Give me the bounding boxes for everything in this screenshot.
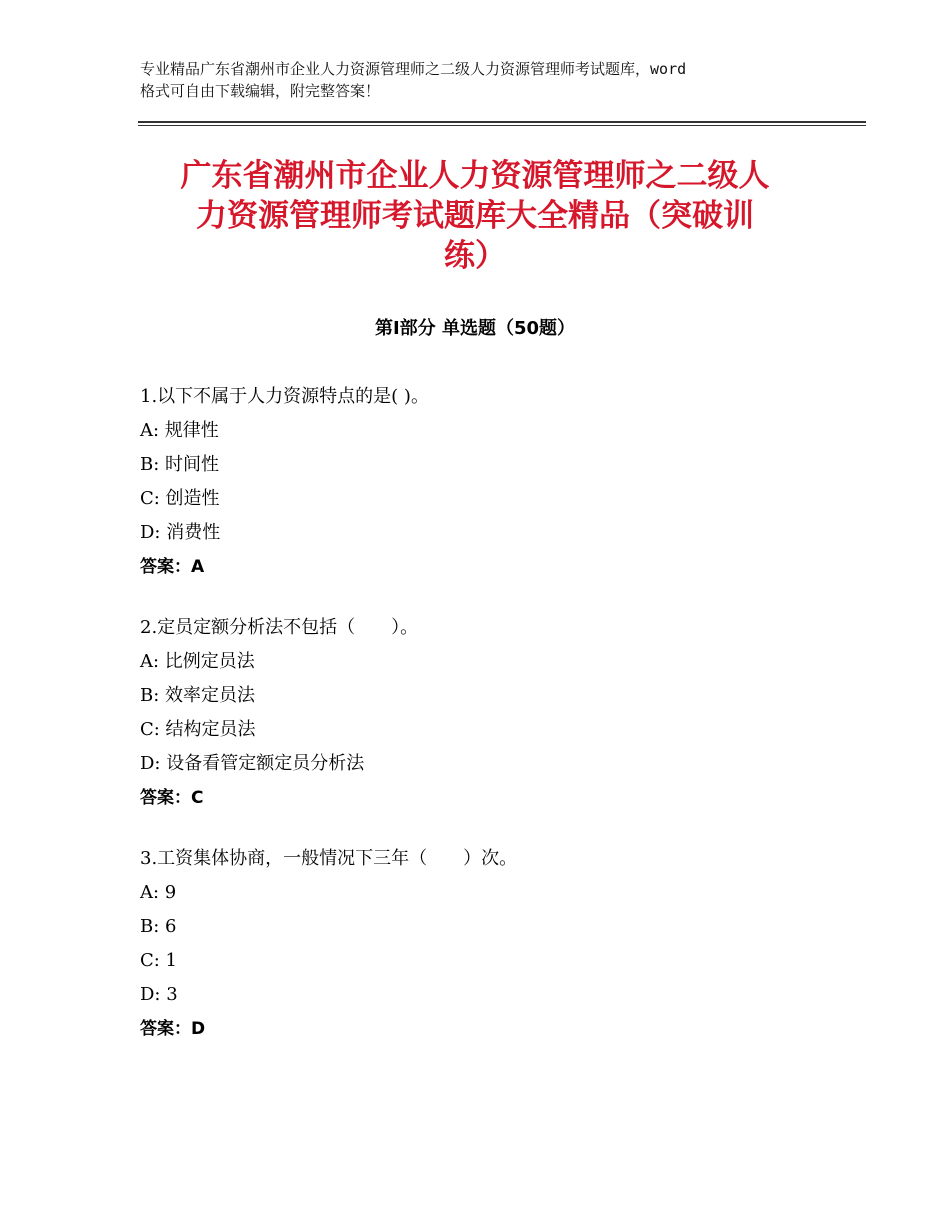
header-divider-thick (138, 121, 866, 123)
question-option-a: A: 9 (140, 882, 177, 903)
question-option-d: D: 消费性 (140, 522, 221, 543)
header-note-line-1: 专业精品广东省潮州市企业人力资源管理师之二级人力资源管理师考试题库，word (140, 60, 687, 78)
header-divider-thin (138, 125, 866, 126)
question-option-b: B: 时间性 (140, 454, 220, 475)
document-title-line-1: 广东省潮州市企业人力资源管理师之二级人 (180, 158, 770, 194)
question-answer: 答案：D (140, 1019, 206, 1039)
question-item (140, 380, 840, 584)
question-option-a: A: 规律性 (140, 420, 219, 441)
question-option-b: B: 6 (140, 916, 177, 937)
question-list (140, 380, 840, 1073)
question-option-c: C: 1 (140, 950, 178, 971)
document-title-line-2: 力资源管理师考试题库大全精品（突破训 (196, 198, 754, 234)
question-answer: 答案：C (140, 788, 204, 808)
question-stem: 2.定员定额分析法不包括（ ）。 (140, 617, 419, 638)
question-item (140, 611, 840, 815)
section-title: 第Ⅰ部分 单选题（50题） (374, 318, 575, 339)
question-stem: 3.工资集体协商，一般情况下三年（ ）次。 (140, 848, 518, 869)
document-title (130, 156, 820, 276)
header-note-line-2: 格式可自由下载编辑，附完整答案！ (140, 82, 381, 100)
header-note (140, 58, 820, 102)
question-answer: 答案：A (140, 557, 205, 577)
question-option-d: D: 3 (140, 984, 178, 1005)
document-title-line-3: 练） (444, 238, 506, 274)
question-option-c: C: 结构定员法 (140, 719, 256, 740)
question-item (140, 842, 840, 1046)
question-option-a: A: 比例定员法 (140, 651, 255, 672)
question-option-c: C: 创造性 (140, 488, 220, 509)
question-option-b: B: 效率定员法 (140, 685, 256, 706)
question-stem: 1.以下不属于人力资源特点的是( )。 (140, 386, 429, 407)
question-option-d: D: 设备看管定额定员分析法 (140, 753, 365, 774)
